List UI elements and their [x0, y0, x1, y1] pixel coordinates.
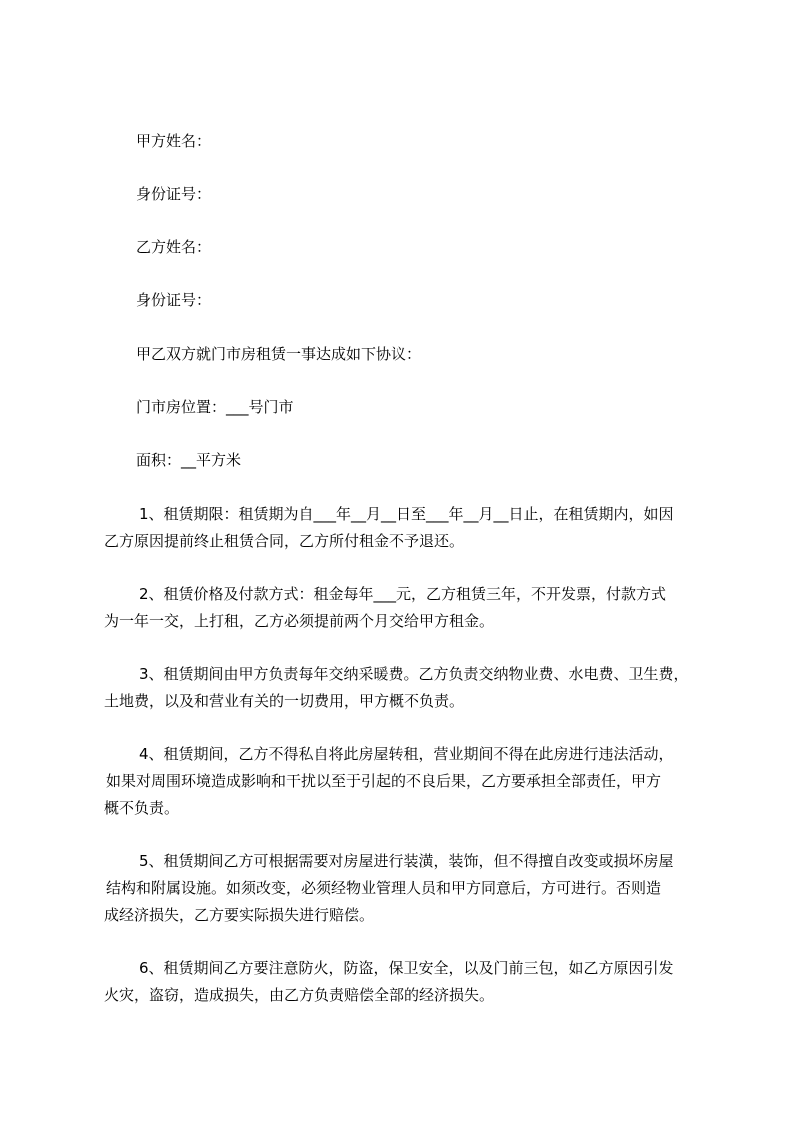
party-a-id-label: 身份证号： — [136, 185, 212, 203]
shop-area: 面积：__平方米 — [136, 451, 242, 469]
agreement-intro: 甲乙双方就门市房租赁一事达成如下协议： — [136, 345, 422, 363]
clause-4-line-1: 4、租赁期间，乙方不得私自将此房屋转租，营业期间不得在此房进行违法活动， — [139, 745, 674, 763]
party-a-name-label: 甲方姓名： — [136, 132, 212, 150]
shop-location: 门市房位置：___号门市 — [136, 398, 294, 416]
clause-5-line-1: 5、租赁期间乙方可根据需要对房屋进行装潢，装饰，但不得擅自改变或损坏房屋 — [139, 852, 674, 870]
clause-1-line-1: 1、租赁期限：租赁期为自___年__月__日至___年__月__日止，在租赁期内，如因 — [139, 505, 674, 523]
party-b-id-label: 身份证号： — [136, 291, 212, 309]
clause-3-line-2: 土地费，以及和营业有关的一切费用，甲方概不负责。 — [104, 692, 465, 710]
clause-1-line-2: 乙方原因提前终止租赁合同，乙方所付租金不予退还。 — [104, 532, 465, 550]
clause-5-line-2: 结构和附属设施。如须改变，必须经物业管理人员和甲方同意后，方可进行。否则造 — [106, 879, 662, 897]
clause-5-line-3: 成经济损失，乙方要实际损失进行赔偿。 — [104, 906, 375, 924]
clause-2-line-2: 为一年一交，上打租，乙方必须提前两个月交给甲方租金。 — [104, 612, 495, 630]
party-b-name-label: 乙方姓名： — [136, 238, 212, 256]
clause-2-line-1: 2、租赁价格及付款方式：租金每年___元，乙方租赁三年，不开发票，付款方式 — [139, 585, 667, 603]
clause-6-line-2: 火灾，盗窃，造成损失，由乙方负责赔偿全部的经济损失。 — [104, 986, 495, 1004]
clause-4-line-3: 概不负责。 — [104, 799, 180, 817]
clause-6-line-1: 6、租赁期间乙方要注意防火，防盗，保卫安全，以及门前三包，如乙方原因引发 — [139, 959, 674, 977]
clause-4-line-2: 如果对周围环境造成影响和干扰以至于引起的不良后果，乙方要承担全部责任，甲方 — [106, 772, 662, 790]
clause-3-line-1: 3、租赁期间由甲方负责每年交纳采暖费。乙方负责交纳物业费、水电费、卫生费， — [139, 665, 689, 683]
